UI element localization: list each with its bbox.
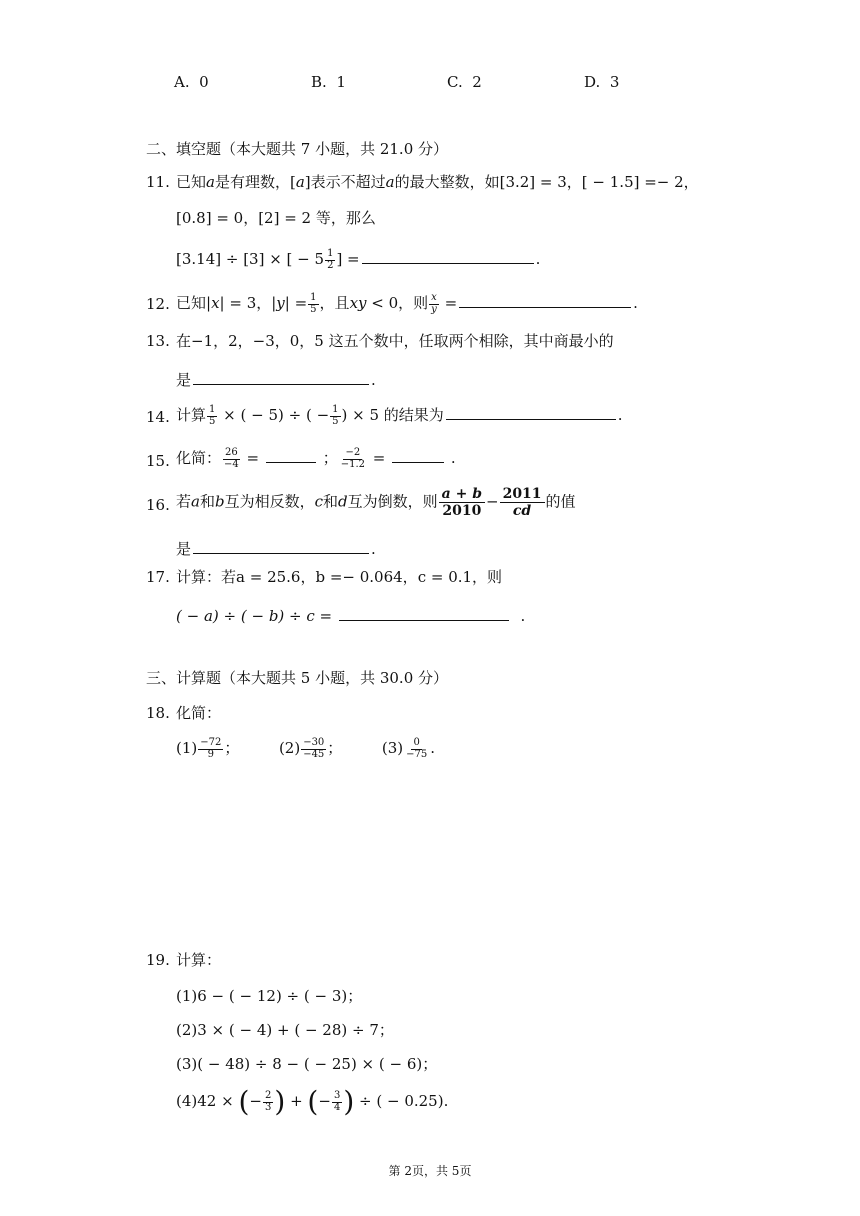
q17-expr: ( − a) ÷ ( − b) ÷ c = <box>176 607 333 625</box>
q15-line <box>176 448 456 470</box>
choice-d-label: D. <box>584 73 601 91</box>
q16-var-a: a <box>191 492 200 511</box>
q16-var-d: d <box>338 492 348 511</box>
q13-number: 13. <box>146 332 170 350</box>
q16-text: 互为相反数， <box>224 492 315 511</box>
q16-frac-num: 2011 <box>500 486 545 503</box>
choice-c <box>447 75 482 90</box>
q18-part-3-end: . <box>430 739 436 757</box>
q16-fraction-2 <box>500 486 545 519</box>
q19-fraction-1 <box>263 1091 273 1113</box>
q16-text: 互为倒数，则 <box>347 492 438 511</box>
q16-fraction-1 <box>439 486 485 519</box>
q12-text: 已知| <box>176 294 212 312</box>
q11-line1 <box>176 175 699 190</box>
q16-period: . <box>371 540 376 558</box>
q17-value-b: b =− 0.064， <box>315 568 418 586</box>
q12-frac-x: x <box>431 292 437 303</box>
q18-number: 18. <box>146 704 170 722</box>
q19-expr: (4)42 × <box>176 1092 234 1110</box>
q19-expr-end: ÷ ( − 0.25). <box>359 1092 449 1110</box>
q12-frac-y: y <box>431 303 437 315</box>
q14-text: 计算 <box>176 406 207 424</box>
choice-b <box>311 75 346 90</box>
q11-answer-blank[interactable] <box>362 249 534 264</box>
q17-number: 17. <box>146 568 170 586</box>
q11-frac-num: 1 <box>327 248 334 259</box>
q16-frac-den: 2010 <box>442 503 482 520</box>
q14-frac-den: 5 <box>332 415 339 427</box>
q17-line2 <box>176 606 525 624</box>
q11-var-a: a <box>295 173 305 191</box>
q15-answer-blank-1[interactable] <box>266 448 316 463</box>
q16-line1 <box>176 486 576 519</box>
q14-fraction-1 <box>207 405 217 427</box>
q18-part-2-end: ； <box>327 739 343 757</box>
q19-part-1: (1)6 − ( − 12) ÷ ( − 3)； <box>176 987 363 1005</box>
q18-part-2-label: (2) <box>278 739 301 757</box>
q18-parts <box>176 738 435 760</box>
q16-text: 和 <box>199 492 215 511</box>
q12-var-y: y <box>276 294 285 312</box>
q12-text: ，且 <box>319 294 350 312</box>
q18-frac-num: −72 <box>200 737 222 748</box>
choice-a-label: A. <box>174 73 190 91</box>
q15-fraction-1 <box>222 448 241 470</box>
q11-text: 的最大整数，如[3.2] = 3，[ − 1.5] =− 2， <box>394 173 699 191</box>
q19-part-4: (4)42 × (− $\frac{2}{3}$ ) + (− $\frac{3}{4}$ ) ÷ ( − 0.25). <box>176 1085 449 1118</box>
q11-text: 是有理数，[ <box>214 173 296 191</box>
choice-d <box>584 75 619 90</box>
q11-frac-den: 2 <box>327 259 334 271</box>
q16-line2 <box>176 539 376 557</box>
q11-expr-end: ] = <box>336 250 360 268</box>
q19-frac-num: 3 <box>333 1090 341 1101</box>
q14-text: ) × 5 的结果为 <box>341 406 444 424</box>
q19-frac-den: 4 <box>333 1101 341 1113</box>
q12-frac-den: 5 <box>310 303 317 315</box>
q12-text: = <box>439 294 458 312</box>
q14-text: × ( − 5) ÷ ( − <box>218 406 330 424</box>
q11-line3 <box>176 249 540 271</box>
q14-line <box>176 405 623 427</box>
q19-part-3: (3)( − 48) ÷ 8 − ( − 25) × ( − 6)； <box>176 1055 438 1073</box>
q18-part-3-label: (3) <box>381 739 404 757</box>
choice-a-value: 0 <box>199 73 209 91</box>
q11-period: . <box>535 250 541 268</box>
q13-period: . <box>371 371 376 389</box>
q12-frac-num: 1 <box>310 292 317 303</box>
q17-value-a: a = 25.6， <box>236 568 316 586</box>
q19-frac-den: 3 <box>264 1101 272 1113</box>
section2-heading: 二、填空题（本大题共 7 小题，共 21.0 分） <box>146 140 449 158</box>
q18-part-1-end: ； <box>224 739 240 757</box>
q15-frac-den: −4 <box>224 458 239 470</box>
q15-period: . <box>450 449 456 467</box>
q18-fraction-1 <box>198 738 223 760</box>
q15-frac-num: 26 <box>225 447 238 458</box>
q14-frac-num: 1 <box>332 404 339 415</box>
q15-frac-den: −1.2 <box>340 458 365 470</box>
q16-text: 是 <box>176 540 192 558</box>
q16-var-b: b <box>214 492 225 511</box>
choice-a <box>174 75 209 90</box>
q16-answer-blank[interactable] <box>193 539 369 554</box>
q19-fraction-2 <box>332 1091 342 1113</box>
choice-b-value: 1 <box>336 73 346 91</box>
q11-text: ]表示不超过 <box>304 173 386 191</box>
q15-equals: = <box>372 449 386 467</box>
choice-c-label: C. <box>447 73 463 91</box>
q19-title: 计算： <box>176 951 222 969</box>
q19-paren-open: ( <box>307 1085 319 1118</box>
q14-frac-den: 5 <box>209 415 216 427</box>
q13-answer-blank[interactable] <box>193 370 369 385</box>
q18-frac-den: 9 <box>207 748 214 760</box>
q12-period: . <box>633 294 638 312</box>
q14-answer-blank[interactable] <box>446 405 616 420</box>
q12-line <box>176 293 638 315</box>
q18-frac-den: −75 <box>406 748 428 760</box>
q16-text: 若 <box>176 492 192 511</box>
q18-fraction-3 <box>404 738 429 760</box>
choice-c-value: 2 <box>472 73 482 91</box>
q11-expr: [3.14] ÷ [3] × [ − 5 <box>176 250 325 268</box>
q19-number: 19. <box>146 951 170 969</box>
q15-text: 化简： <box>176 449 222 467</box>
section3-heading: 三、计算题（本大题共 5 小题，共 30.0 分） <box>146 669 449 687</box>
q11-line2: [0.8] = 0，[2] = 2 等，那么 <box>176 209 376 227</box>
q18-fraction-2 <box>301 738 326 760</box>
q16-text: 的值 <box>545 492 576 511</box>
q19-paren-close: ) <box>274 1085 286 1118</box>
q18-frac-num: 0 <box>413 737 420 748</box>
q14-frac-num: 1 <box>209 404 216 415</box>
q14-fraction-2 <box>330 405 340 427</box>
q16-text: 和 <box>323 492 339 511</box>
q12-var-xy: xy <box>349 294 367 312</box>
q15-number: 15. <box>146 452 170 470</box>
page-footer: 第 2页，共 5页 <box>388 1164 472 1178</box>
q19-paren-close: ) <box>343 1085 355 1118</box>
q16-frac-den: cd <box>512 503 532 520</box>
q15-answer-blank-2[interactable] <box>392 448 444 463</box>
q15-separator: ； <box>322 449 338 467</box>
q16-minus: − <box>486 492 499 511</box>
q18-part-1-label: (1) <box>176 739 198 757</box>
q17-text: 计算：若 <box>176 568 237 586</box>
q11-fraction <box>325 249 335 271</box>
q12-text: | = <box>284 294 308 312</box>
q18-title: 化简： <box>176 704 222 722</box>
q17-answer-blank[interactable] <box>339 606 509 621</box>
q16-var-c: c <box>314 492 324 511</box>
q12-number: 12. <box>146 295 170 313</box>
q17-line1 <box>176 570 502 585</box>
q11-var-a: a <box>206 173 215 191</box>
q13-line2 <box>176 370 376 388</box>
q18-frac-den: −45 <box>303 748 325 760</box>
q13-line1: 在−1，2，−3，0，5 这五个数中，任取两个相除，其中商最小的 <box>176 332 614 350</box>
q15-frac-num: −2 <box>345 447 361 458</box>
q14-period: . <box>617 406 623 424</box>
q16-number: 16. <box>146 496 170 514</box>
q11-number: 11. <box>146 173 170 191</box>
q17-value-c: c = 0.1，则 <box>417 568 503 586</box>
q12-text: | = 3，| <box>219 294 277 312</box>
q16-frac-num: a + b <box>439 486 485 503</box>
q11-text: 已知 <box>176 173 207 191</box>
q17-period: . <box>520 607 526 625</box>
q12-fraction <box>308 293 318 315</box>
q19-frac-num: 2 <box>264 1090 272 1101</box>
choice-d-value: 3 <box>609 73 620 91</box>
choice-b-label: B. <box>311 73 327 91</box>
q19-plus: + <box>290 1092 303 1110</box>
q13-text: 是 <box>176 371 192 389</box>
q11-var-a: a <box>385 173 395 191</box>
q12-xy-fraction <box>429 293 439 315</box>
q15-equals: = <box>246 449 260 467</box>
q19-part-2: (2)3 × ( − 4) + ( − 28) ÷ 7； <box>176 1021 394 1039</box>
q14-number: 14. <box>146 408 170 426</box>
q12-answer-blank[interactable] <box>459 293 631 308</box>
q15-fraction-2 <box>339 448 367 470</box>
q18-frac-num: −30 <box>303 737 325 748</box>
q12-var-x: x <box>211 294 220 312</box>
q12-text: < 0，则 <box>366 294 429 312</box>
q19-paren-open: ( <box>238 1085 250 1118</box>
